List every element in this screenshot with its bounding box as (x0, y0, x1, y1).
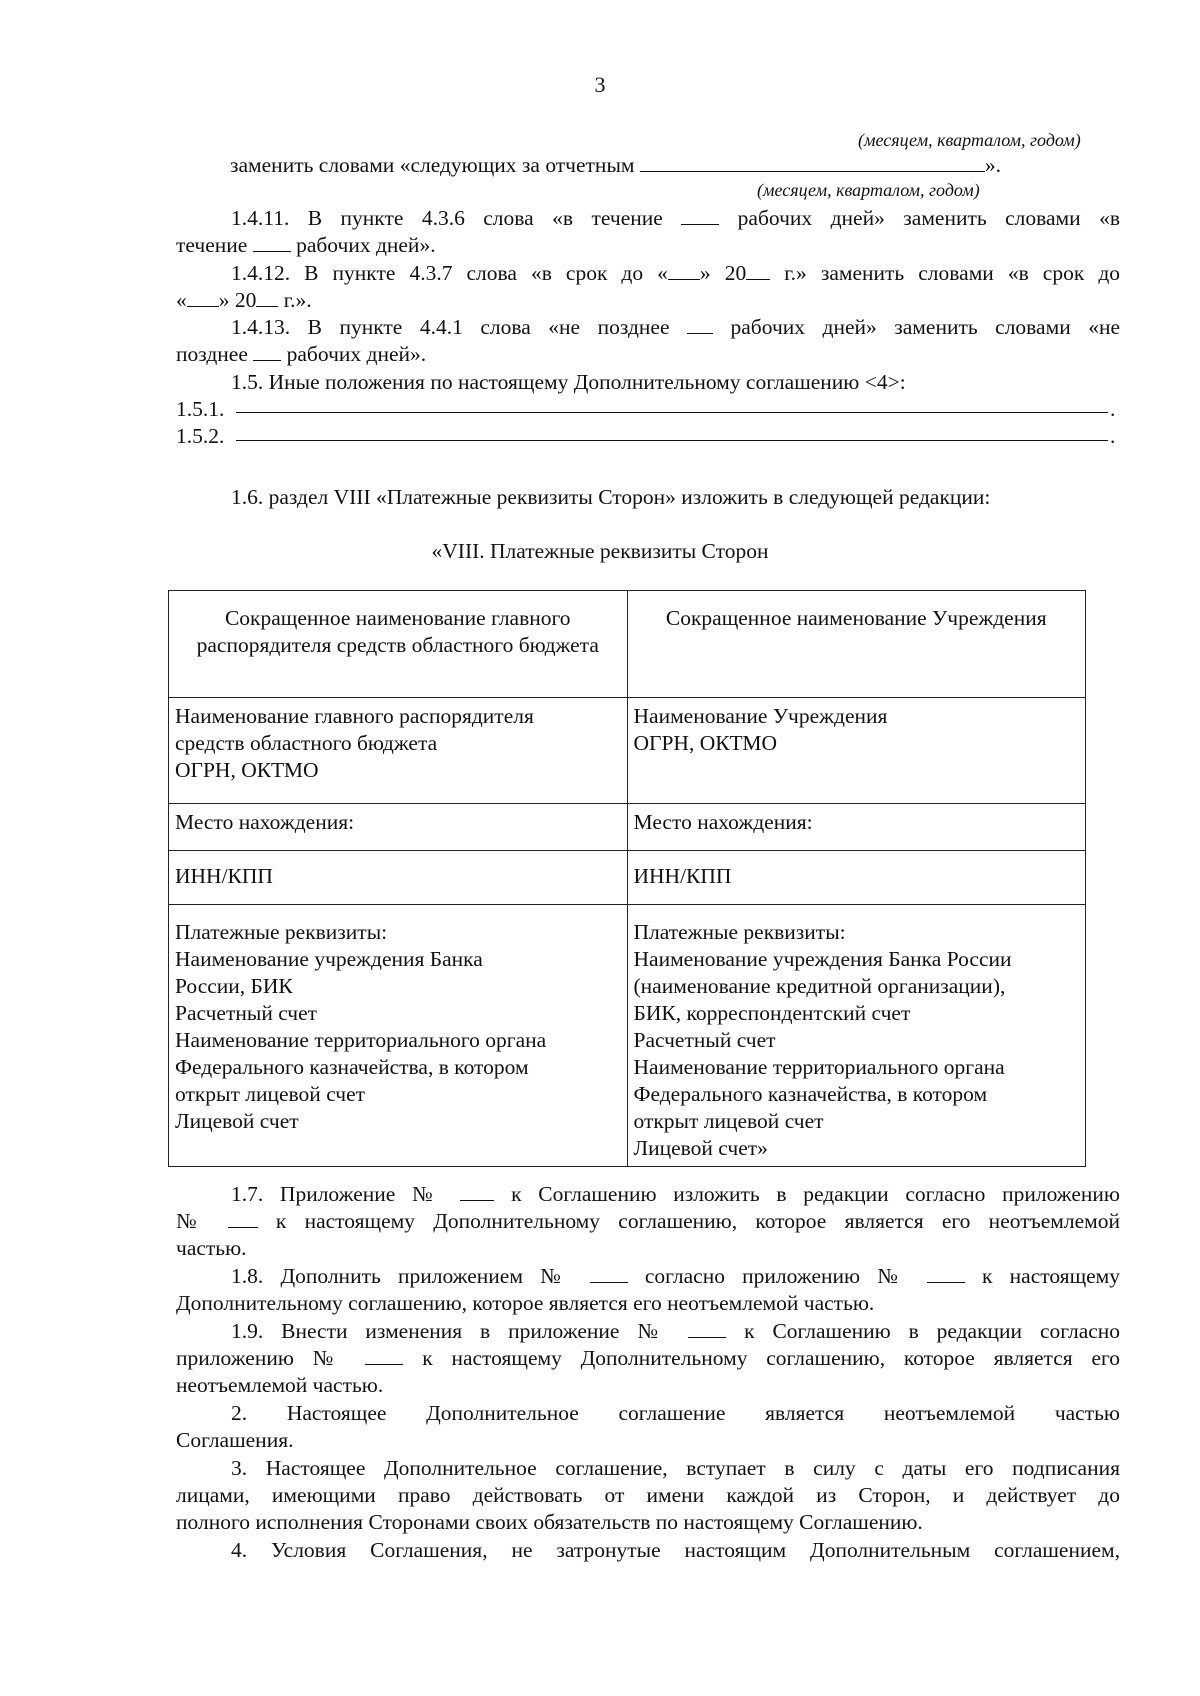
para-1-7-line3: частью. (176, 1236, 247, 1260)
cell-line: открыт лицевой счет (175, 1082, 366, 1106)
table-row (169, 804, 1086, 851)
cell-line: Федерального казначейства, в котором (175, 1055, 529, 1079)
para-1-4-13-line2 (176, 341, 1120, 367)
para-1-5-1-dot: . (1110, 397, 1116, 421)
cell-bank-right (627, 905, 1086, 1167)
cell-line: ОГРН, ОКТМО (633, 731, 778, 755)
text: 1.4.12. В пункте 4.3.7 слова «в срок до « (231, 261, 668, 285)
text: № (176, 1209, 210, 1233)
blank (688, 1319, 726, 1338)
cell-inn-left: ИНН/КПП (169, 851, 628, 905)
table-row (169, 698, 1086, 804)
text: согласно приложению № (644, 1264, 910, 1288)
cell-line: Наименование территориального органа (175, 1028, 547, 1052)
blank (746, 261, 770, 280)
blank (253, 233, 291, 252)
para-1-7-line2 (176, 1208, 1120, 1234)
page-number: 3 (594, 72, 606, 97)
text: приложению № (176, 1346, 347, 1370)
blank (687, 315, 713, 334)
cell-line: Федерального казначейства, в котором (633, 1082, 988, 1106)
text: 1.8. Дополнить приложением № (231, 1264, 573, 1288)
text: » 20 (699, 261, 747, 285)
replace-line (230, 152, 1130, 178)
payment-details-table (168, 590, 1086, 1167)
para-1-9-line1 (176, 1318, 1120, 1344)
text: к настоящему (982, 1264, 1121, 1288)
para-3-line2: лицами, имеющими право действовать от имени каждой из Сторон, и действует до (176, 1483, 1120, 1507)
text: 1.9. Внести изменения в приложение № (231, 1319, 671, 1343)
para-1-4-11-line2 (176, 232, 1120, 258)
cell-line: Наименование территориального органа (633, 1055, 1005, 1079)
para-4-line1: 4. Условия Соглашения, не затронутые настоящим Дополнительным соглашением, (231, 1538, 1120, 1562)
header-left: Сокращенное наименование главного распорядителя средств областного бюджета (169, 591, 628, 698)
cell-location-right: Место нахождения: (627, 804, 1086, 851)
para-1-5-1-label: 1.5.1. (176, 397, 225, 421)
cell-name-left (169, 698, 628, 804)
para-1-9-line3: неотъемлемой частью. (176, 1373, 384, 1397)
text: к настоящему Дополнительному соглашению, которое является его (422, 1346, 1121, 1370)
text: рабочих дней» заменить словами «не (730, 315, 1121, 339)
cell-line: открыт лицевой счет (633, 1109, 824, 1133)
blank (256, 288, 278, 307)
para-1-8-line1 (176, 1263, 1120, 1289)
para-3-line3: полного исполнения Сторонами своих обязательств по настоящему Соглашению. (176, 1510, 923, 1534)
section-title: «VIII. Платежные реквизиты Сторон (431, 539, 769, 563)
blank (187, 288, 219, 307)
text: к Соглашению в редакции согласно (744, 1319, 1121, 1343)
cell-line: Наименование Учреждения (633, 704, 888, 728)
text: 1.4.13. В пункте 4.4.1 слова «не позднее (231, 315, 670, 339)
text: » 20 (218, 288, 257, 312)
note-period-under: (месяцем, кварталом, годом) (757, 180, 980, 200)
cell-name-right (627, 698, 1086, 804)
para-1-5-2-dot: . (1110, 424, 1116, 448)
note-period-top: (месяцем, кварталом, годом) (858, 130, 1081, 150)
text: позднее (176, 342, 248, 366)
text: рабочих дней». (286, 342, 427, 366)
cell-location-left: Место нахождения: (169, 804, 628, 851)
cell-line: Наименование учреждения Банка (175, 947, 483, 971)
cell-line: Платежные реквизиты: (175, 920, 388, 944)
cell-line: Платежные реквизиты: (633, 920, 846, 944)
para-1-9-line2 (176, 1345, 1120, 1371)
cell-line: России, БИК (175, 974, 293, 998)
para-1-4-13-line1 (176, 314, 1120, 340)
cell-inn-right: ИНН/КПП (627, 851, 1086, 905)
text: г.» заменить словами «в срок до (784, 261, 1121, 285)
cell-line: БИК, корреспондентский счет (633, 1001, 911, 1025)
text: « (176, 288, 187, 312)
blank (681, 206, 719, 225)
para-2-line2: Соглашения. (176, 1428, 294, 1452)
cell-line: Лицевой счет (175, 1109, 299, 1133)
para-1-4-12-line2 (176, 287, 1120, 313)
cell-bank-left (169, 905, 628, 1167)
cell-line: средств областного бюджета (175, 731, 438, 755)
text: г.». (283, 288, 312, 312)
text: рабочих дней». (296, 233, 436, 257)
para-1-5: 1.5. Иные положения по настоящему Дополнительному соглашению <4>: (231, 370, 906, 394)
cell-line: Наименование учреждения Банка России (633, 947, 1012, 971)
cell-line: Расчетный счет (175, 1001, 318, 1025)
blank (927, 1264, 965, 1283)
para-3-line1: 3. Настоящее Дополнительное соглашение, вступает в силу с даты его подписания (231, 1456, 1120, 1480)
header-right: Сокращенное наименование Учреждения (627, 591, 1086, 698)
blank-period (640, 153, 985, 172)
para-1-8-line2: Дополнительному соглашению, которое является его неотъемлемой частью. (176, 1291, 875, 1315)
replace-line-suffix: ». (984, 153, 1001, 177)
para-2-line1: 2. Настоящее Дополнительное соглашение является неотъемлемой частью (231, 1401, 1120, 1425)
text: к настоящему Дополнительному соглашению, которое является его неотъемлемой (275, 1209, 1120, 1233)
text (231, 261, 770, 285)
blank-1-5-1 (236, 412, 1108, 413)
replace-line-text: заменить словами «следующих за отчетным (230, 153, 635, 177)
blank (460, 1182, 494, 1201)
text: 1.7. Приложение № (231, 1182, 444, 1206)
blank (365, 1346, 403, 1365)
table-row (169, 591, 1086, 698)
para-1-7-line1 (176, 1181, 1120, 1207)
blank-1-5-2 (236, 440, 1108, 441)
blank (590, 1264, 628, 1283)
cell-line: ОГРН, ОКТМО (175, 758, 319, 782)
cell-line: Наименование главного распорядителя (175, 704, 534, 728)
text: к Соглашению изложить в редакции согласно приложению (511, 1182, 1120, 1206)
para-1-4-12-line1 (176, 260, 1120, 286)
blank (253, 342, 281, 361)
para-1-4-11-line1 (176, 205, 1120, 231)
cell-line: Расчетный счет (633, 1028, 776, 1052)
para-1-6: 1.6. раздел VIII «Платежные реквизиты Сторон» изложить в следующей редакции: (231, 485, 991, 509)
text: течение (176, 233, 248, 257)
cell-line: (наименование кредитной организации), (633, 974, 1006, 998)
cell-line: Лицевой счет» (633, 1136, 768, 1160)
table-row (169, 905, 1086, 1167)
blank (228, 1209, 258, 1228)
blank (668, 261, 700, 280)
para-1-5-2-label: 1.5.2. (176, 424, 225, 448)
table-row (169, 851, 1086, 905)
text: 1.4.11. В пункте 4.3.6 слова «в течение (231, 206, 663, 230)
text: рабочих дней» заменить словами «в (737, 206, 1120, 230)
